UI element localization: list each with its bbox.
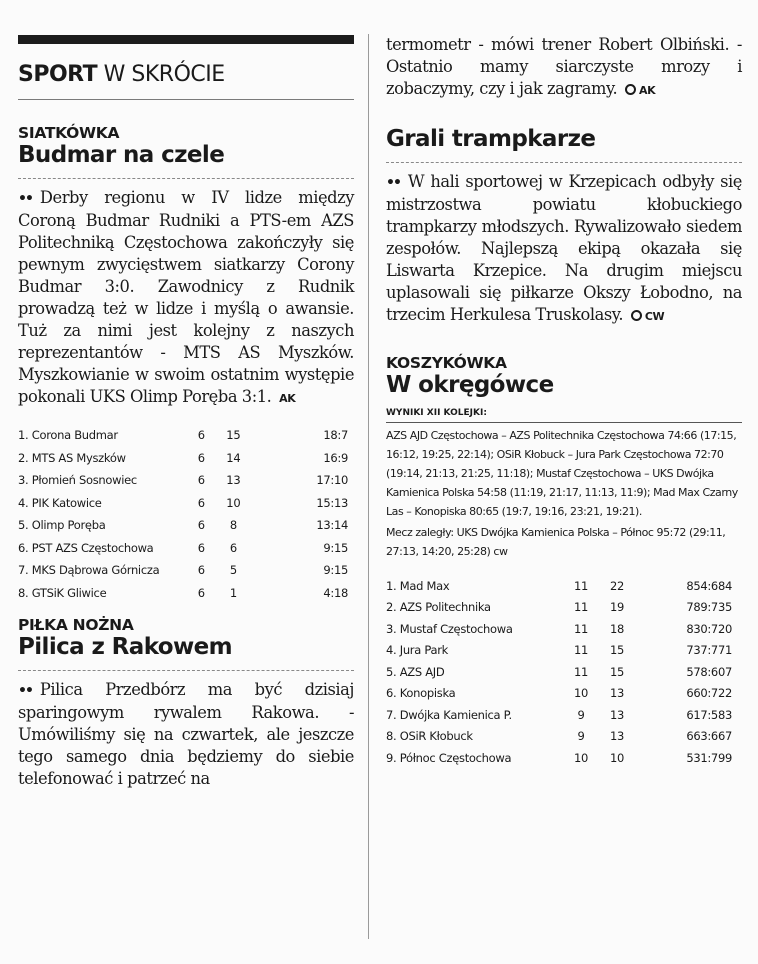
games-played: 11 (573, 664, 589, 679)
team-name: 7. Dwójka Kamienica P. (386, 707, 512, 722)
games-played: 11 (573, 621, 589, 636)
results-text: AZS AJD Częstochowa – AZS Politechnika Częstochowa 74:66 (17:15, 16:12, 19:25, 22:14); OSiR Kłobuck – Jura Park Częstochowa 72:70 (19:14, 21:13, 21:25, 11:18); Mustaf Częstochowa – UKS Dwójka Kamienica Polska 54:58 (11:19, 21:17, 11:13, 11:9); Mad Max Czarny Las – Konopiska 80:65 (19:7, 19:16, 23:21, 19:21). (386, 429, 738, 518)
table-row (386, 726, 740, 748)
pilka-article-continued (386, 34, 742, 102)
games-played: 11 (573, 578, 589, 593)
points: 19 (609, 600, 625, 615)
points: 15 (609, 643, 625, 658)
set-score: 660:722 (686, 686, 732, 701)
set-score: 789:735 (686, 600, 732, 615)
points: 10 (226, 495, 241, 510)
games-played: 10 (573, 750, 589, 765)
section-header-light: W SKRÓCIE (103, 62, 225, 87)
games-played: 6 (197, 518, 205, 533)
games-played: 6 (197, 585, 205, 600)
results-rule (386, 422, 742, 423)
team-name: 6. PST AZS Częstochowa (18, 540, 154, 555)
trampkarze-article (386, 171, 742, 328)
team-name: 3. Mustaf Częstochowa (386, 621, 513, 636)
ring-icon (625, 84, 636, 95)
team-name: 9. Północ Częstochowa (386, 750, 512, 765)
trampkarze-dash-rule (386, 162, 742, 163)
set-score: 663:667 (686, 729, 732, 744)
table-row (386, 575, 740, 597)
table-row (386, 683, 740, 705)
trampkarze-text: W hali sportowej w Krzepicach odbyły się mistrzostwa powiatu kłobuckiego trampkarzy młodszych. Rywalizowało siedem zespołów. Najlepszą ekipą okazała się Liswarta Krzepice. Na drugim miejscu uplasowali się piłkarze Okszy Łobodno, na trzecim Herkulesa Truskolasy. (386, 172, 742, 324)
team-name: 2. AZS Politechnika (386, 600, 491, 615)
pilka-kicker: PIŁKA NOŻNA (18, 616, 134, 634)
games-played: 6 (197, 428, 205, 443)
siatkowka-standings (18, 424, 354, 604)
table-row (18, 514, 354, 537)
zalegly-text: Mecz zaległy: UKS Dwójka Kamienica Polska – Północ 95:72 (29:11, 27:13, 14:20, 25:28) cw (386, 526, 726, 558)
team-name: 4. Jura Park (386, 643, 448, 658)
games-played: 6 (197, 563, 205, 578)
ring-icon (631, 310, 642, 321)
bullet-marker: •• (18, 683, 32, 699)
column-divider (368, 34, 369, 939)
points: 10 (609, 750, 625, 765)
table-row (18, 469, 354, 492)
set-score: 15:13 (316, 495, 348, 510)
games-played: 9 (577, 707, 585, 722)
games-played: 6 (197, 450, 205, 465)
left-column (18, 32, 354, 790)
games-played: 11 (573, 600, 589, 615)
set-score: 17:10 (316, 473, 348, 488)
points: 15 (226, 428, 241, 443)
team-name: 8. OSiR Kłobuck (386, 729, 473, 744)
koszykowka-standings (386, 575, 740, 769)
table-row (386, 704, 740, 726)
set-score: 9:15 (323, 540, 348, 555)
set-score: 18:7 (323, 428, 348, 443)
table-row (18, 492, 354, 515)
games-played: 6 (197, 495, 205, 510)
games-played: 10 (573, 686, 589, 701)
points: 18 (609, 621, 625, 636)
siatkowka-article (18, 187, 354, 410)
points: 14 (226, 450, 241, 465)
koszykowka-headline: W okręgówce (386, 372, 554, 398)
set-score: 13:14 (316, 518, 348, 533)
table-row (386, 747, 740, 769)
set-score: 4:18 (323, 585, 348, 600)
table-row (18, 582, 354, 605)
games-played: 9 (577, 729, 585, 744)
koszykowka-kicker: KOSZYKÓWKA (386, 354, 507, 372)
table-row (386, 618, 740, 640)
bullet-marker: •• (18, 191, 32, 207)
siatkowka-kicker: SIATKÓWKA (18, 124, 120, 142)
points: 8 (229, 518, 237, 533)
siatkowka-headline: Budmar na czele (18, 142, 225, 168)
set-score: 830:720 (686, 621, 732, 636)
results-heading: WYNIKI XII KOLEJKI: (386, 408, 487, 418)
games-played: 6 (197, 473, 205, 488)
table-row (386, 661, 740, 683)
pilka-text: Pilica Przedbórz ma być dzisiaj sparingowym rywalem Rakowa. - Umówiliśmy się na czwartek, ale jeszcze tego samego dnia będziemy do siebie telefonować i patrzeć na (18, 680, 354, 788)
siatkowka-text: Derby regionu w IV lidze między Coroną Budmar Rudniki a PTS-em AZS Politechniką Częstochowa zakończyły się pewnym zwycięstwem siatkarzy Corony Budmar 3:0. Zawodnicy z Rudnik prowadzą też w lidze i myślą o awansie. Tuż za nimi jest kolejny z naszych reprezentantów - MTS AS Myszków. Myszkowianie w swoim ostatnim występie pokonali UKS Olimp Poręba 3:1. (18, 188, 354, 406)
team-name: 6. Konopiska (386, 686, 456, 701)
points: 22 (609, 578, 625, 593)
set-score: 854:684 (686, 578, 732, 593)
right-column (386, 32, 742, 769)
team-name: 2. MTS AS Myszków (18, 450, 126, 465)
siatkowka-signature: AK (279, 392, 296, 405)
set-score: 617:583 (686, 707, 732, 722)
table-row (386, 597, 740, 619)
team-name: 5. Olimp Poręba (18, 518, 106, 533)
pilka-dash-rule (18, 670, 354, 671)
section-header (18, 62, 354, 87)
table-row (386, 640, 740, 662)
table-row (18, 559, 354, 582)
games-played: 6 (197, 540, 205, 555)
section-top-bar (18, 35, 354, 44)
team-name: 3. Płomień Sosnowiec (18, 473, 137, 488)
set-score: 578:607 (686, 664, 732, 679)
trampkarze-signature: CW (631, 310, 664, 323)
team-name: 1. Mad Max (386, 578, 450, 593)
team-name: 1. Corona Budmar (18, 428, 118, 443)
points: 5 (229, 563, 237, 578)
set-score: 531:799 (686, 750, 732, 765)
points: 1 (229, 585, 237, 600)
pilka-signature: AK (625, 84, 655, 97)
pilka-headline: Pilica z Rakowem (18, 634, 232, 660)
team-name: 4. PIK Katowice (18, 495, 102, 510)
section-header-bold: SPORT (18, 62, 98, 87)
pilka-article (18, 679, 354, 790)
points: 15 (609, 664, 625, 679)
points: 13 (609, 707, 625, 722)
team-name: 8. GTSiK Gliwice (18, 585, 107, 600)
bullet-marker: •• (386, 175, 400, 191)
set-score: 9:15 (323, 563, 348, 578)
set-score: 737:771 (686, 643, 732, 658)
points: 13 (609, 686, 625, 701)
points: 13 (609, 729, 625, 744)
set-score: 16:9 (323, 450, 348, 465)
header-rule (18, 99, 354, 100)
games-played: 11 (573, 643, 589, 658)
team-name: 7. MKS Dąbrowa Górnicza (18, 563, 160, 578)
siatkowka-dash-rule (18, 178, 354, 179)
pilka-continued-text: termometr - mówi trener Robert Olbiński. - Ostatnio mamy siarczyste mrozy i zobaczymy, czy i jak zagramy. (386, 35, 742, 98)
team-name: 5. AZS AJD (386, 664, 445, 679)
points: 13 (226, 473, 241, 488)
trampkarze-headline: Grali trampkarze (386, 126, 596, 152)
table-row (18, 424, 354, 447)
points: 6 (229, 540, 237, 555)
table-row (18, 537, 354, 560)
table-row (18, 447, 354, 470)
